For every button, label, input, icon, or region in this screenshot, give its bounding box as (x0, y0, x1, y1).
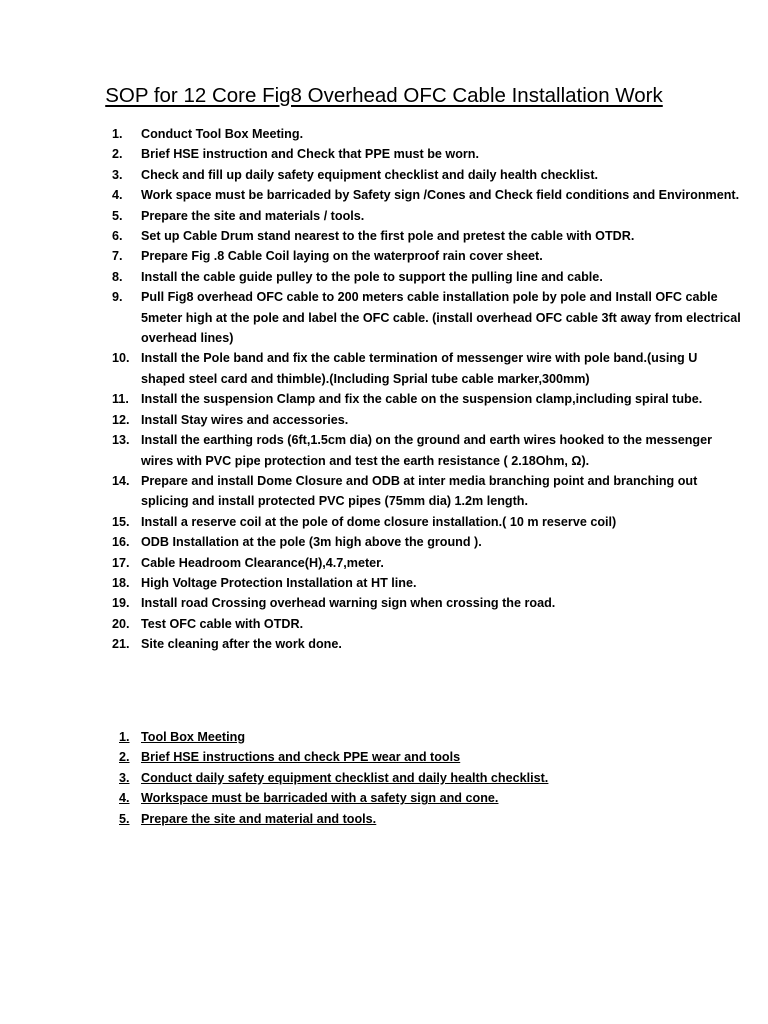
procedure-step (0, 389, 768, 409)
step-text: ODB Installation at the pole (3m high above the ground ). (141, 535, 482, 550)
step-number: 16. (112, 535, 130, 550)
summary-step-text: Brief HSE instructions and check PPE wear and tools (141, 750, 461, 765)
step-text: Install the Pole band and fix the cable termination of messenger wire with pole band.(using U shaped steel card and thimble).(Including Sprial tube cable marker,300mm) (141, 351, 698, 386)
step-number: 2. (112, 147, 123, 162)
step-text: Install the suspension Clamp and fix the cable on the suspension clamp,including spiral tube. (141, 392, 703, 407)
step-number: 19. (112, 596, 130, 611)
summary-step-number: 4. (119, 791, 130, 806)
procedure-steps-list (0, 124, 768, 655)
step-number: 18. (112, 575, 130, 590)
procedure-step (0, 287, 768, 348)
procedure-step (0, 124, 768, 144)
step-text: Prepare the site and materials / tools. (141, 208, 365, 223)
step-text: Install road Crossing overhead warning sign when crossing the road. (141, 596, 556, 611)
summary-step-number: 5. (119, 811, 130, 826)
procedure-step (0, 410, 768, 430)
procedure-step (0, 573, 768, 593)
summary-step-number: 2. (119, 750, 130, 765)
summary-step (0, 768, 768, 788)
summary-step-number: 3. (119, 770, 130, 785)
step-number: 8. (112, 269, 123, 284)
step-text: Install the earthing rods (6ft,1.5cm dia) on the ground and earth wires hooked to the messenger wires with PVC pipe protection and test the earth resistance ( 2.18Ohm, Ω). (141, 433, 713, 468)
step-text: Install Stay wires and accessories. (141, 412, 349, 427)
step-number: 1. (112, 127, 123, 141)
step-text: Prepare and install Dome Closure and ODB at inter media branching point and branching out splicing and install protected PVC pipes (75mm dia) 1.2m length. (141, 473, 698, 509)
step-number: 21. (112, 637, 130, 652)
step-number: 12. (112, 412, 130, 427)
procedure-step (0, 348, 768, 389)
summary-step-text: Tool Box Meeting (141, 730, 246, 744)
procedure-step (0, 532, 768, 552)
summary-steps-list (0, 727, 768, 829)
step-text: Work space must be barricaded by Safety sign /Cones and Check field conditions and Environment. (141, 188, 740, 203)
procedure-step (0, 471, 768, 512)
step-number: 13. (112, 433, 130, 448)
step-text: Install the cable guide pulley to the pole to support the pulling line and cable. (141, 269, 603, 284)
step-text: Conduct Tool Box Meeting. (141, 127, 304, 141)
procedure-step (0, 430, 768, 471)
summary-step-text: Conduct daily safety equipment checklist and daily health checklist. (141, 770, 549, 785)
step-number: 4. (112, 188, 123, 203)
summary-step-number: 1. (119, 730, 130, 744)
procedure-step (0, 206, 768, 226)
step-number: 5. (112, 208, 123, 223)
procedure-step (0, 614, 768, 634)
step-text: Test OFC cable with OTDR. (141, 616, 304, 631)
procedure-step (0, 165, 768, 185)
step-text: High Voltage Protection Installation at HT line. (141, 575, 417, 590)
procedure-step (0, 246, 768, 266)
procedure-step (0, 553, 768, 573)
step-number: 10. (112, 351, 130, 366)
step-text: Check and fill up daily safety equipment checklist and daily health checklist. (141, 167, 599, 182)
step-number: 15. (112, 514, 130, 529)
step-text: Cable Headroom Clearance(H),4.7,meter. (141, 555, 384, 570)
step-number: 3. (112, 167, 123, 182)
summary-step (0, 727, 768, 747)
step-text: Set up Cable Drum stand nearest to the first pole and pretest the cable with OTDR. (141, 229, 635, 244)
procedure-step (0, 144, 768, 164)
step-number: 11. (112, 392, 129, 407)
summary-step-text: Prepare the site and material and tools. (141, 811, 377, 826)
step-number: 9. (112, 290, 123, 305)
procedure-step (0, 593, 768, 613)
summary-step-text: Workspace must be barricaded with a safety sign and cone. (141, 791, 499, 806)
step-text: Site cleaning after the work done. (141, 637, 342, 652)
summary-step (0, 788, 768, 808)
step-number: 6. (112, 229, 123, 244)
step-number: 20. (112, 616, 130, 631)
summary-step (0, 809, 768, 829)
step-number: 7. (112, 249, 123, 264)
page-title: SOP for 12 Core Fig8 Overhead OFC Cable Installation Work (105, 84, 663, 107)
procedure-step (0, 226, 768, 246)
step-text: Prepare Fig .8 Cable Coil laying on the waterproof rain cover sheet. (141, 249, 543, 264)
step-text: Install a reserve coil at the pole of dome closure installation.( 10 m reserve coil) (141, 514, 617, 529)
step-text: Brief HSE instruction and Check that PPE must be worn. (141, 147, 479, 162)
step-text: Pull Fig8 overhead OFC cable to 200 meters cable installation pole by pole and Install OFC cable 5meter high at the pole and label the OFC cable. (install overhead OFC cable 3ft away from electrical overhead lines) (141, 290, 741, 346)
procedure-step (0, 512, 768, 532)
step-number: 14. (112, 473, 130, 488)
summary-step (0, 747, 768, 767)
step-number: 17. (112, 555, 130, 570)
procedure-step (0, 267, 768, 287)
procedure-step (0, 634, 768, 654)
procedure-step (0, 185, 768, 205)
